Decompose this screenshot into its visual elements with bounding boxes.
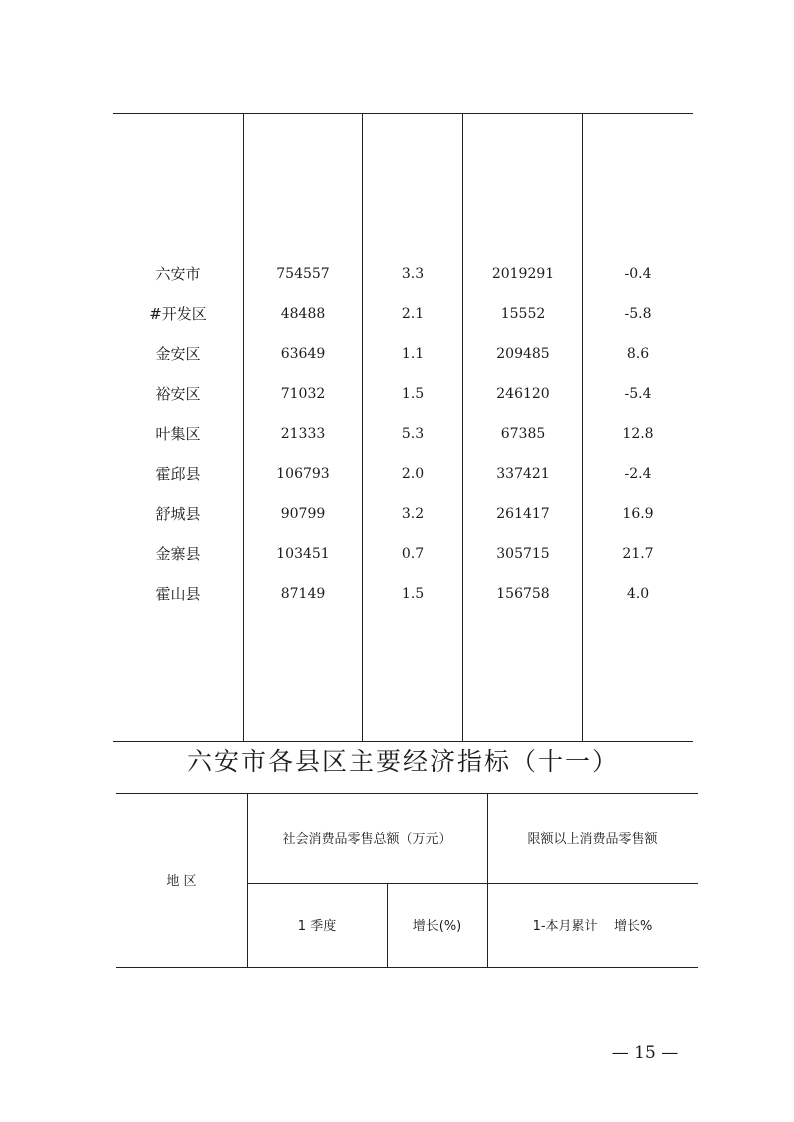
above-limit-growth: -2.4 (624, 466, 652, 482)
header-mid-rule (247, 883, 698, 884)
header-above-limit: 限额以上消费品零售额 (527, 832, 658, 847)
header-bottom-rule (116, 967, 698, 968)
table-row (113, 503, 693, 525)
region-name: 舒城县 (155, 505, 201, 523)
region-name: 霍山县 (155, 585, 201, 603)
retail-q1: 63649 (280, 346, 326, 362)
retail-q1: 90799 (280, 506, 326, 522)
above-limit-growth: 8.6 (626, 346, 650, 362)
above-limit-cumulative: 337421 (496, 466, 550, 482)
above-limit-cumulative: 261417 (496, 506, 550, 522)
table-row (113, 543, 693, 565)
above-limit-cumulative: 15552 (500, 306, 546, 322)
above-limit-growth: 21.7 (622, 546, 654, 562)
retail-growth: 1.5 (401, 386, 425, 402)
retail-growth: 2.0 (401, 466, 425, 482)
region-name: 六安市 (155, 265, 201, 283)
above-limit-growth: -0.4 (624, 266, 652, 282)
above-limit-growth: -5.8 (624, 306, 652, 322)
retail-q1: 106793 (276, 466, 330, 482)
above-limit-cumulative: 156758 (496, 586, 550, 602)
region-name: 叶集区 (155, 425, 201, 443)
page-title: 六安市各县区主要经济指标（十一） (186, 747, 619, 776)
above-limit-cumulative: 209485 (496, 346, 550, 362)
retail-q1: 48488 (280, 306, 326, 322)
region-name: #开发区 (149, 305, 207, 323)
above-limit-growth: -5.4 (624, 386, 652, 402)
header-cumulative-growth: 1-本月累计 增长% (532, 919, 653, 934)
header-q1: 1 季度 (297, 919, 337, 934)
table-row (113, 303, 693, 325)
page-number: — 15 — (611, 1043, 679, 1063)
header-top-rule (116, 793, 698, 794)
retail-growth: 3.3 (401, 266, 425, 282)
header-region: 地 区 (166, 874, 197, 889)
above-limit-cumulative: 305715 (496, 546, 550, 562)
table-row (113, 583, 693, 605)
table-row (113, 463, 693, 485)
retail-q1: 87149 (280, 586, 326, 602)
retail-q1: 754557 (276, 266, 330, 282)
retail-q1: 21333 (280, 426, 326, 442)
above-limit-cumulative: 67385 (500, 426, 546, 442)
retail-growth: 1.5 (401, 586, 425, 602)
region-name: 裕安区 (155, 385, 201, 403)
header-retail-total: 社会消费品零售总额（万元） (282, 832, 452, 847)
header-divider (247, 793, 248, 968)
table-row (113, 263, 693, 285)
region-name: 金寨县 (155, 545, 201, 563)
header-growth-pct: 增长(%) (412, 919, 462, 934)
retail-growth: 1.1 (401, 346, 425, 362)
retail-growth: 0.7 (401, 546, 425, 562)
above-limit-growth: 12.8 (622, 426, 654, 442)
retail-growth: 3.2 (401, 506, 425, 522)
retail-q1: 103451 (276, 546, 330, 562)
header-divider (487, 793, 488, 968)
above-limit-growth: 4.0 (626, 586, 650, 602)
top-rule (113, 113, 693, 114)
region-name: 霍邱县 (155, 465, 201, 483)
region-name: 金安区 (155, 345, 201, 363)
above-limit-cumulative: 2019291 (491, 266, 555, 282)
table-row (113, 423, 693, 445)
retail-growth: 5.3 (401, 426, 425, 442)
retail-q1: 71032 (280, 386, 326, 402)
table-row (113, 343, 693, 365)
retail-growth: 2.1 (401, 306, 425, 322)
above-limit-growth: 16.9 (622, 506, 654, 522)
above-limit-cumulative: 246120 (496, 386, 550, 402)
table-row (113, 383, 693, 405)
